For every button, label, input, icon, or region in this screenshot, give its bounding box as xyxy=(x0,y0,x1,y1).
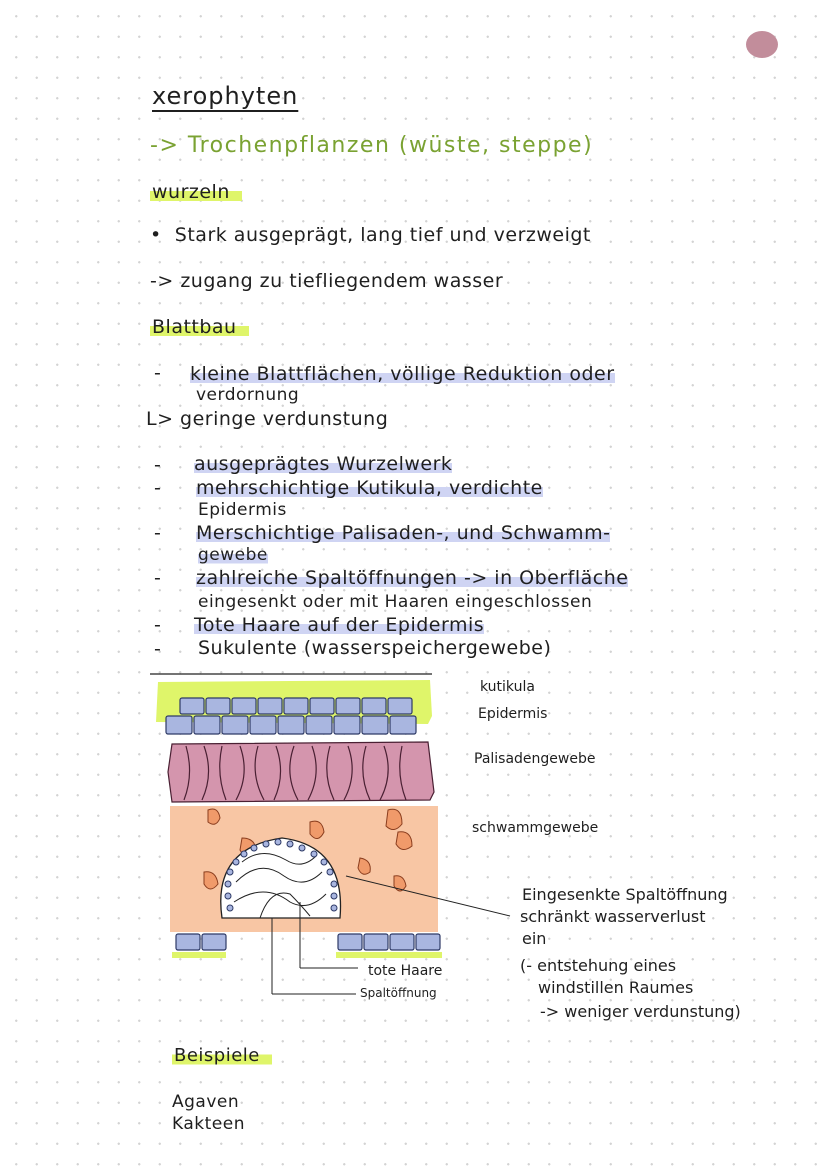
example-agaven: Agaven xyxy=(172,1092,240,1112)
item-5-line-1: zahlreiche Spaltöffnungen -> in Oberfläche xyxy=(196,567,629,589)
example-kakteen: Kakteen xyxy=(172,1114,245,1134)
subtitle: -> Trochenpflanzen (wüste, steppe) xyxy=(150,133,594,158)
bullet-text: Stark ausgeprägt, lang tief und verzweigt xyxy=(174,224,591,246)
label-kutikula: kutikula xyxy=(480,679,535,695)
item-3-line-2: Epidermis xyxy=(198,500,287,520)
item-3-line-1: mehrschichtige Kutikula, verdichte xyxy=(196,477,543,499)
note-line-2: schränkt wasserverlust xyxy=(520,907,706,926)
label-palisaden: Palisadengewebe xyxy=(474,751,596,767)
label-epidermis: Epidermis xyxy=(478,706,548,722)
dash-7: - xyxy=(154,638,161,660)
note-line-1: Eingesenkte Spaltöffnung xyxy=(522,885,728,904)
dash-3: - xyxy=(154,477,161,499)
lower-kutikula xyxy=(172,952,226,958)
item-6: Tote Haare auf der Epidermis xyxy=(194,614,485,636)
item-4-line-1: Merschichtige Palisaden-, und Schwamm- xyxy=(196,522,611,544)
item-5-line-2: eingesenkt oder mit Haaren eingeschlossen xyxy=(198,592,593,612)
lower-epidermis-cells xyxy=(176,934,440,950)
label-tote-haare: tote Haare xyxy=(368,963,443,979)
page-marker-dot xyxy=(746,31,778,58)
dash-2: - xyxy=(154,454,161,476)
arrow-wurzeln: -> zugang zu tiefliegendem wasser xyxy=(150,270,504,292)
epidermis-cells xyxy=(166,698,416,734)
page-title: xerophyten xyxy=(152,82,299,110)
dash-5: - xyxy=(154,567,161,589)
bullet-dot: • xyxy=(150,224,175,246)
label-schwamm: schwammgewebe xyxy=(472,820,599,836)
dash-6: - xyxy=(154,614,161,636)
item-7: Sukulente (wasserspeichergewebe) xyxy=(198,637,552,659)
item-1-line-2: verdornung xyxy=(196,385,300,405)
note-line-4: (- entstehung eines xyxy=(520,956,677,975)
dash-4: - xyxy=(154,522,161,544)
note-line-6: -> weniger verdunstung) xyxy=(540,1002,741,1021)
lower-kutikula-right xyxy=(336,952,442,958)
heading-beispiele: Beispiele xyxy=(172,1045,272,1066)
note-line-3: ein xyxy=(522,929,547,948)
item-1-line-1: kleine Blattflächen, völlige Reduktion oder xyxy=(190,363,615,385)
palisade-layer xyxy=(168,742,434,802)
heading-wurzeln: wurzeln xyxy=(150,181,242,203)
bullet-wurzeln xyxy=(150,224,591,246)
result-line: L> geringe verdunstung xyxy=(146,408,389,430)
dash-1: - xyxy=(154,362,161,384)
heading-blattbau: Blattbau xyxy=(150,316,249,338)
item-4-line-2: gewebe xyxy=(198,545,268,565)
note-line-5: windstillen Raumes xyxy=(538,978,694,997)
label-spaltoeffnung: Spaltöffnung xyxy=(360,986,437,1000)
item-2: ausgeprägtes Wurzelwerk xyxy=(194,453,453,475)
